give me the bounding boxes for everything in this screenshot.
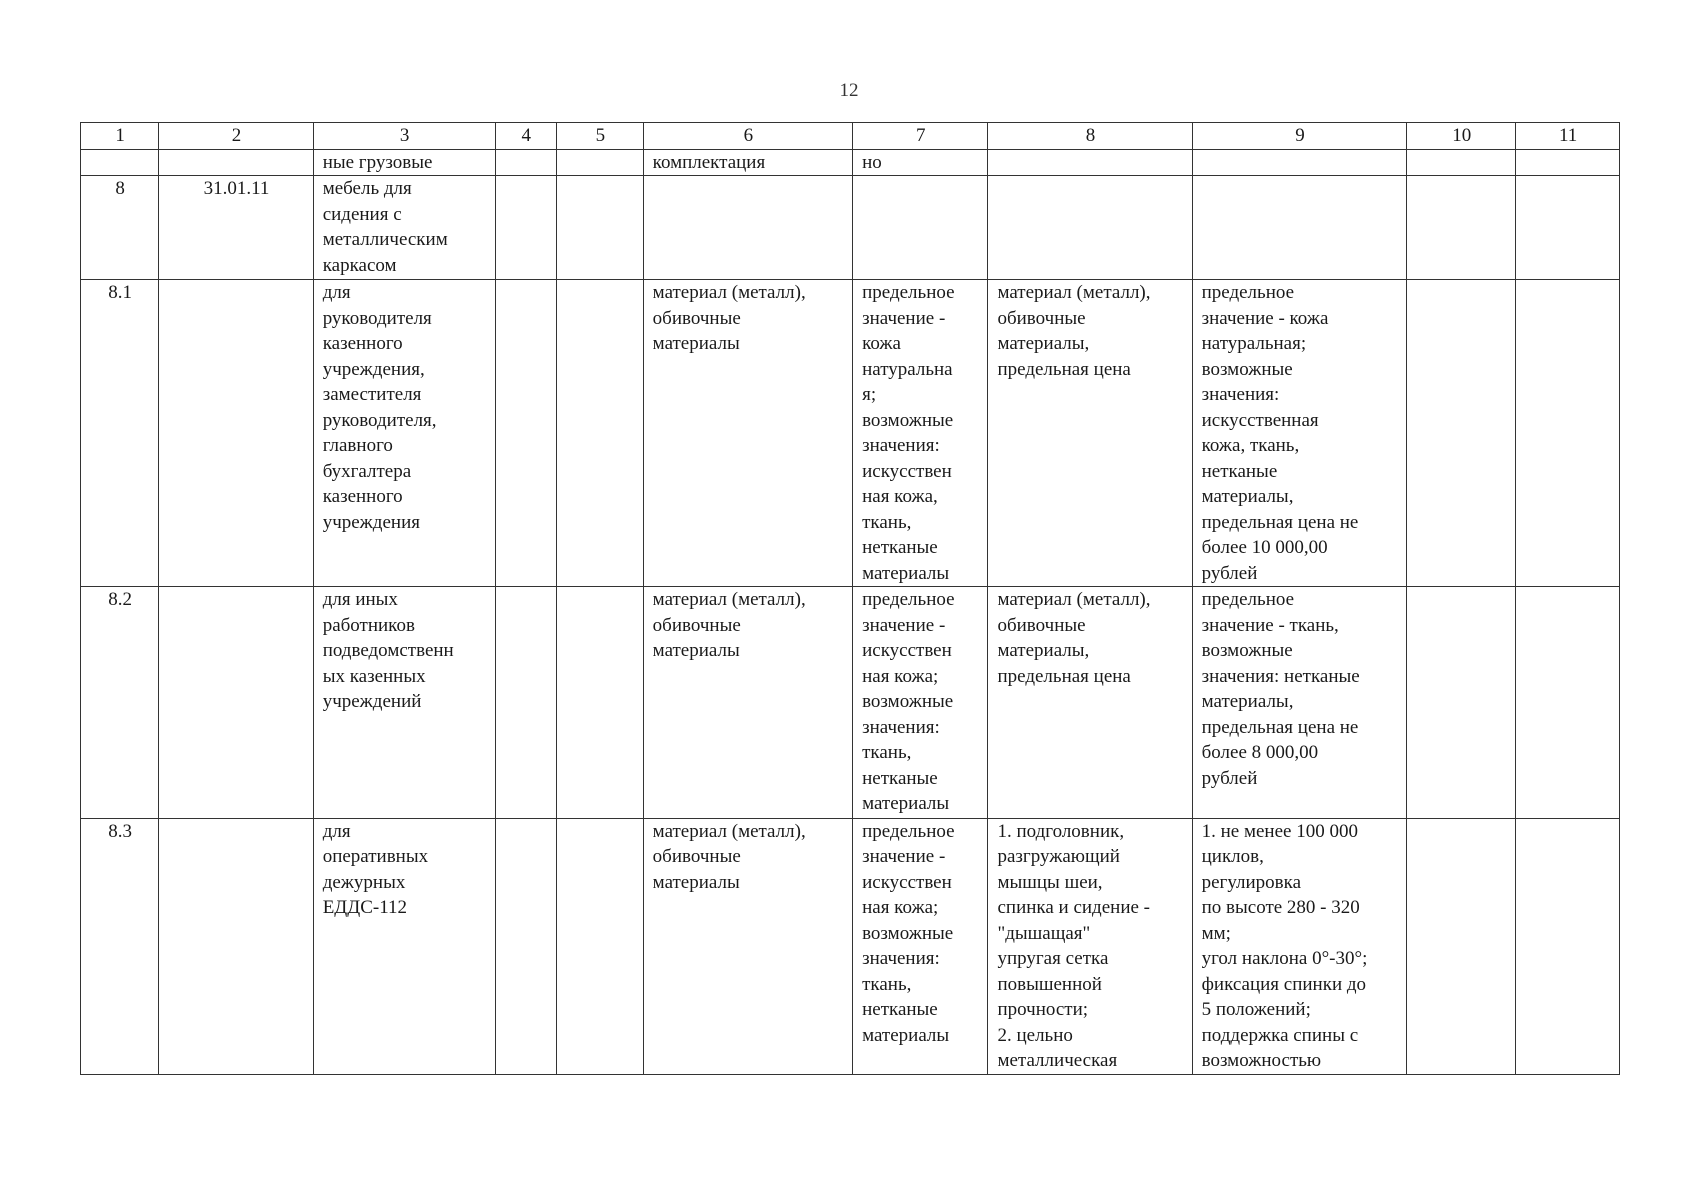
table-cell (556, 149, 643, 176)
table-cell (556, 818, 643, 1074)
approved-value-cell (1192, 176, 1407, 280)
okpd-code-cell: 31.01.11 (159, 176, 313, 280)
table-cell (495, 280, 556, 587)
okpd-code-cell (159, 280, 313, 587)
table-cell (988, 149, 1192, 176)
table-cell (495, 587, 556, 818)
table-cell (1516, 818, 1620, 1074)
table-cell (556, 176, 643, 280)
table-cell (1407, 280, 1516, 587)
table-cell (1516, 587, 1620, 818)
okpd-code-cell (159, 818, 313, 1074)
characteristic-cell: материал (металл), обивочные материалы (643, 280, 852, 587)
approved-characteristic-cell: материал (металл), обивочные материалы, предельная цена (988, 587, 1192, 818)
column-header-4: 4 (495, 123, 556, 150)
column-header-8: 8 (988, 123, 1192, 150)
table-row (81, 818, 1620, 1074)
page-number: 12 (839, 80, 859, 101)
table-cell (1407, 818, 1516, 1074)
approved-value-cell: предельное значение - ткань, возможные значения: нетканые материалы, предельная цена не более 8 000,00 рублей (1192, 587, 1407, 818)
column-header-6: 6 (643, 123, 852, 150)
characteristic-cell (643, 176, 852, 280)
row-number-cell: 8.3 (81, 818, 159, 1074)
column-header-2: 2 (159, 123, 313, 150)
approved-characteristic-cell: 1. подголовник, разгружающий мышцы шеи, спинка и сидение - "дышащая" упругая сетка повышенной прочности; 2. цельно металлическая (988, 818, 1192, 1074)
table-row (81, 587, 1620, 818)
value-cell: предельное значение - искусствен ная кожа; возможные значения: ткань, нетканые материалы (853, 818, 988, 1074)
characteristic-cell: материал (металл), обивочные материалы (643, 818, 852, 1074)
table-cell (81, 149, 159, 176)
column-header-10: 10 (1407, 123, 1516, 150)
continuation-name-cell: ные грузовые (313, 149, 495, 176)
continuation-value-cell: но (853, 149, 988, 176)
specification-table (80, 122, 1620, 1075)
table-cell (1192, 149, 1407, 176)
value-cell: предельное значение - кожа натуральна я; возможные значения: искусствен ная кожа, ткань, нетканые материалы (853, 280, 988, 587)
table-cell (495, 149, 556, 176)
column-header-7: 7 (853, 123, 988, 150)
approved-value-cell: предельное значение - кожа натуральная; возможные значения: искусственная кожа, ткань, нетканые материалы, предельная цена не более 10 000,00 рублей (1192, 280, 1407, 587)
row-number-cell: 8.2 (81, 587, 159, 818)
column-header-9: 9 (1192, 123, 1407, 150)
item-name-cell: мебель для сидения с металлическим каркасом (313, 176, 495, 280)
table-cell (1516, 176, 1620, 280)
column-header-11: 11 (1516, 123, 1620, 150)
item-name-cell: для иных работников подведомственн ых казенных учреждений (313, 587, 495, 818)
approved-value-cell: 1. не менее 100 000 циклов, регулировка по высоте 280 - 320 мм; угол наклона 0°-30°; фиксация спинки до 5 положений; поддержка спины с возможностью (1192, 818, 1407, 1074)
table-cell (1407, 587, 1516, 818)
row-number-cell: 8.1 (81, 280, 159, 587)
approved-characteristic-cell: материал (металл), обивочные материалы, предельная цена (988, 280, 1192, 587)
value-cell: предельное значение - искусствен ная кожа; возможные значения: ткань, нетканые материалы (853, 587, 988, 818)
okpd-code-cell (159, 587, 313, 818)
continuation-characteristic-cell: комплектация (643, 149, 852, 176)
table-cell (495, 176, 556, 280)
table-cell (1516, 149, 1620, 176)
column-header-1: 1 (81, 123, 159, 150)
table-row (81, 176, 1620, 280)
table-cell (159, 149, 313, 176)
table-cell (556, 587, 643, 818)
table-cell (1407, 149, 1516, 176)
item-name-cell: для руководителя казенного учреждения, заместителя руководителя, главного бухгалтера казенного учреждения (313, 280, 495, 587)
characteristic-cell: материал (металл), обивочные материалы (643, 587, 852, 818)
column-header-3: 3 (313, 123, 495, 150)
value-cell (853, 176, 988, 280)
column-number-row (81, 123, 1620, 150)
approved-characteristic-cell (988, 176, 1192, 280)
item-name-cell: для оперативных дежурных ЕДДС-112 (313, 818, 495, 1074)
table-cell (556, 280, 643, 587)
column-header-5: 5 (556, 123, 643, 150)
table-cell (1516, 280, 1620, 587)
table-cell (495, 818, 556, 1074)
table-cell (1407, 176, 1516, 280)
table-row (81, 280, 1620, 587)
row-number-cell: 8 (81, 176, 159, 280)
continuation-row (81, 149, 1620, 176)
